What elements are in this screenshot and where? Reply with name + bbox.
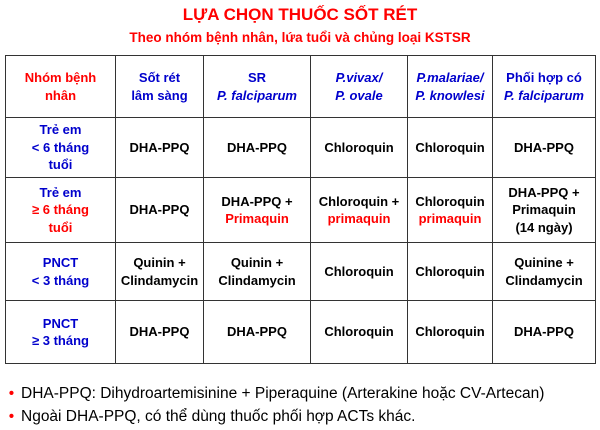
cell-line: Quinin + bbox=[230, 255, 284, 270]
header-line: SR bbox=[247, 70, 267, 85]
header-cell-mixed-falciparum bbox=[493, 56, 596, 118]
cell-line: Trẻ em bbox=[39, 122, 82, 138]
header-cell-patient-group bbox=[6, 56, 116, 118]
slide-title: LỰA CHỌN THUỐC SỐT RÉT bbox=[182, 5, 418, 24]
cell-line: primaquin bbox=[418, 211, 482, 226]
header-line: nhân bbox=[44, 87, 77, 103]
malariae-knowlesi-cell bbox=[408, 118, 493, 178]
patient-group-cell bbox=[6, 118, 116, 178]
note-item bbox=[4, 382, 594, 405]
header-line: P. falciparum bbox=[504, 87, 584, 103]
header-cell-falciparum bbox=[204, 56, 311, 118]
patient-group-cell bbox=[6, 178, 116, 243]
mixed-falciparum-cell bbox=[493, 118, 596, 178]
malariae-knowlesi-cell bbox=[408, 301, 493, 364]
cell-line: Quinine + bbox=[514, 255, 574, 270]
cell-line: ≥ 3 tháng bbox=[32, 333, 89, 348]
cell-line: PNCT bbox=[42, 255, 79, 270]
cell-line: Clindamycin bbox=[505, 272, 583, 288]
cell-line: Chloroquin bbox=[415, 263, 485, 279]
bullet-marker: • bbox=[8, 408, 15, 425]
clinical-malaria-cell bbox=[116, 178, 204, 243]
cell-line: < 3 tháng bbox=[31, 272, 90, 288]
header-line: Nhóm bệnh bbox=[24, 70, 97, 85]
table-header-row bbox=[6, 56, 596, 118]
cell-line: Chloroquin bbox=[324, 263, 394, 279]
header-cell-clinical-malaria bbox=[116, 56, 204, 118]
cell-line: Chloroquin bbox=[415, 193, 485, 209]
mixed-falciparum-cell bbox=[493, 243, 596, 301]
cell-line: DHA-PPQ bbox=[227, 139, 287, 155]
cell-line: DHA-PPQ bbox=[129, 324, 190, 340]
cell-line: Chloroquin bbox=[415, 324, 485, 340]
header-line: P. knowlesi bbox=[415, 87, 485, 103]
patient-group-cell bbox=[6, 301, 116, 364]
note-text: DHA-PPQ: Dihydroartemisinine + Piperaquine (Arterakine hoặc CV-Artecan) bbox=[21, 385, 545, 402]
cell-line: DHA-PPQ + bbox=[508, 184, 580, 200]
falciparum-cell bbox=[204, 301, 311, 364]
falciparum-cell bbox=[204, 118, 311, 178]
cell-line: ≥ 6 tháng bbox=[32, 202, 89, 218]
cell-line: PNCT bbox=[42, 315, 79, 331]
header-line: P. falciparum bbox=[217, 87, 297, 103]
slide-subtitle: Theo nhóm bệnh nhân, lứa tuổi và chủng loại KSTSR bbox=[129, 30, 471, 45]
cell-line: Chloroquin bbox=[324, 324, 394, 340]
cell-line: Primaquin bbox=[512, 202, 576, 218]
vivax-ovale-cell bbox=[311, 118, 408, 178]
header-line: lâm sàng bbox=[131, 87, 188, 103]
cell-line: < 6 tháng bbox=[31, 139, 90, 155]
cell-line: DHA-PPQ bbox=[514, 139, 574, 155]
header-line: Phối hợp có bbox=[506, 70, 582, 85]
cell-line: (14 ngày) bbox=[515, 219, 573, 235]
mixed-falciparum-cell bbox=[493, 178, 596, 243]
cell-line: Clindamycin bbox=[218, 272, 296, 288]
malariae-knowlesi-cell bbox=[408, 178, 493, 243]
footnotes-list bbox=[4, 382, 594, 428]
drug-selection-table bbox=[5, 55, 596, 364]
vivax-ovale-cell bbox=[311, 301, 408, 364]
cell-line: DHA-PPQ bbox=[129, 139, 190, 155]
cell-line: DHA-PPQ bbox=[227, 324, 287, 340]
cell-line: Chloroquin bbox=[324, 139, 394, 155]
table-row bbox=[6, 301, 596, 364]
header-cell-malariae-knowlesi bbox=[408, 56, 493, 118]
table-row bbox=[6, 243, 596, 301]
note-item bbox=[4, 405, 594, 428]
cell-line: Clindamycin bbox=[120, 272, 199, 288]
cell-line: DHA-PPQ bbox=[129, 202, 190, 218]
patient-group-cell bbox=[6, 243, 116, 301]
header-cell-vivax-ovale bbox=[311, 56, 408, 118]
falciparum-cell bbox=[204, 243, 311, 301]
table-row bbox=[6, 118, 596, 178]
clinical-malaria-cell bbox=[116, 243, 204, 301]
cell-line: Chloroquin + bbox=[318, 193, 400, 209]
cell-line: Chloroquin bbox=[415, 139, 485, 155]
bullet-marker: • bbox=[8, 385, 15, 402]
cell-line: primaquin bbox=[327, 211, 391, 226]
clinical-malaria-cell bbox=[116, 118, 204, 178]
header-line: P. ovale bbox=[335, 87, 383, 103]
header-line: Sốt rét bbox=[138, 70, 181, 85]
cell-line: tuổi bbox=[48, 219, 73, 235]
cell-line: Quinin + bbox=[133, 255, 186, 270]
vivax-ovale-cell bbox=[311, 178, 408, 243]
cell-line: Primaquin bbox=[225, 211, 289, 226]
header-line: P.vivax/ bbox=[335, 70, 383, 85]
mixed-falciparum-cell bbox=[493, 301, 596, 364]
cell-line: tuổi bbox=[48, 157, 73, 173]
header-line: P.malariae/ bbox=[416, 70, 484, 85]
cell-line: DHA-PPQ bbox=[514, 324, 574, 340]
cell-line: DHA-PPQ + bbox=[221, 193, 293, 209]
note-text: Ngoài DHA-PPQ, có thể dùng thuốc phối hợp ACTs khác. bbox=[21, 408, 416, 425]
falciparum-cell bbox=[204, 178, 311, 243]
cell-line: Trẻ em bbox=[39, 184, 82, 200]
table-row bbox=[6, 178, 596, 243]
clinical-malaria-cell bbox=[116, 301, 204, 364]
vivax-ovale-cell bbox=[311, 243, 408, 301]
malariae-knowlesi-cell bbox=[408, 243, 493, 301]
